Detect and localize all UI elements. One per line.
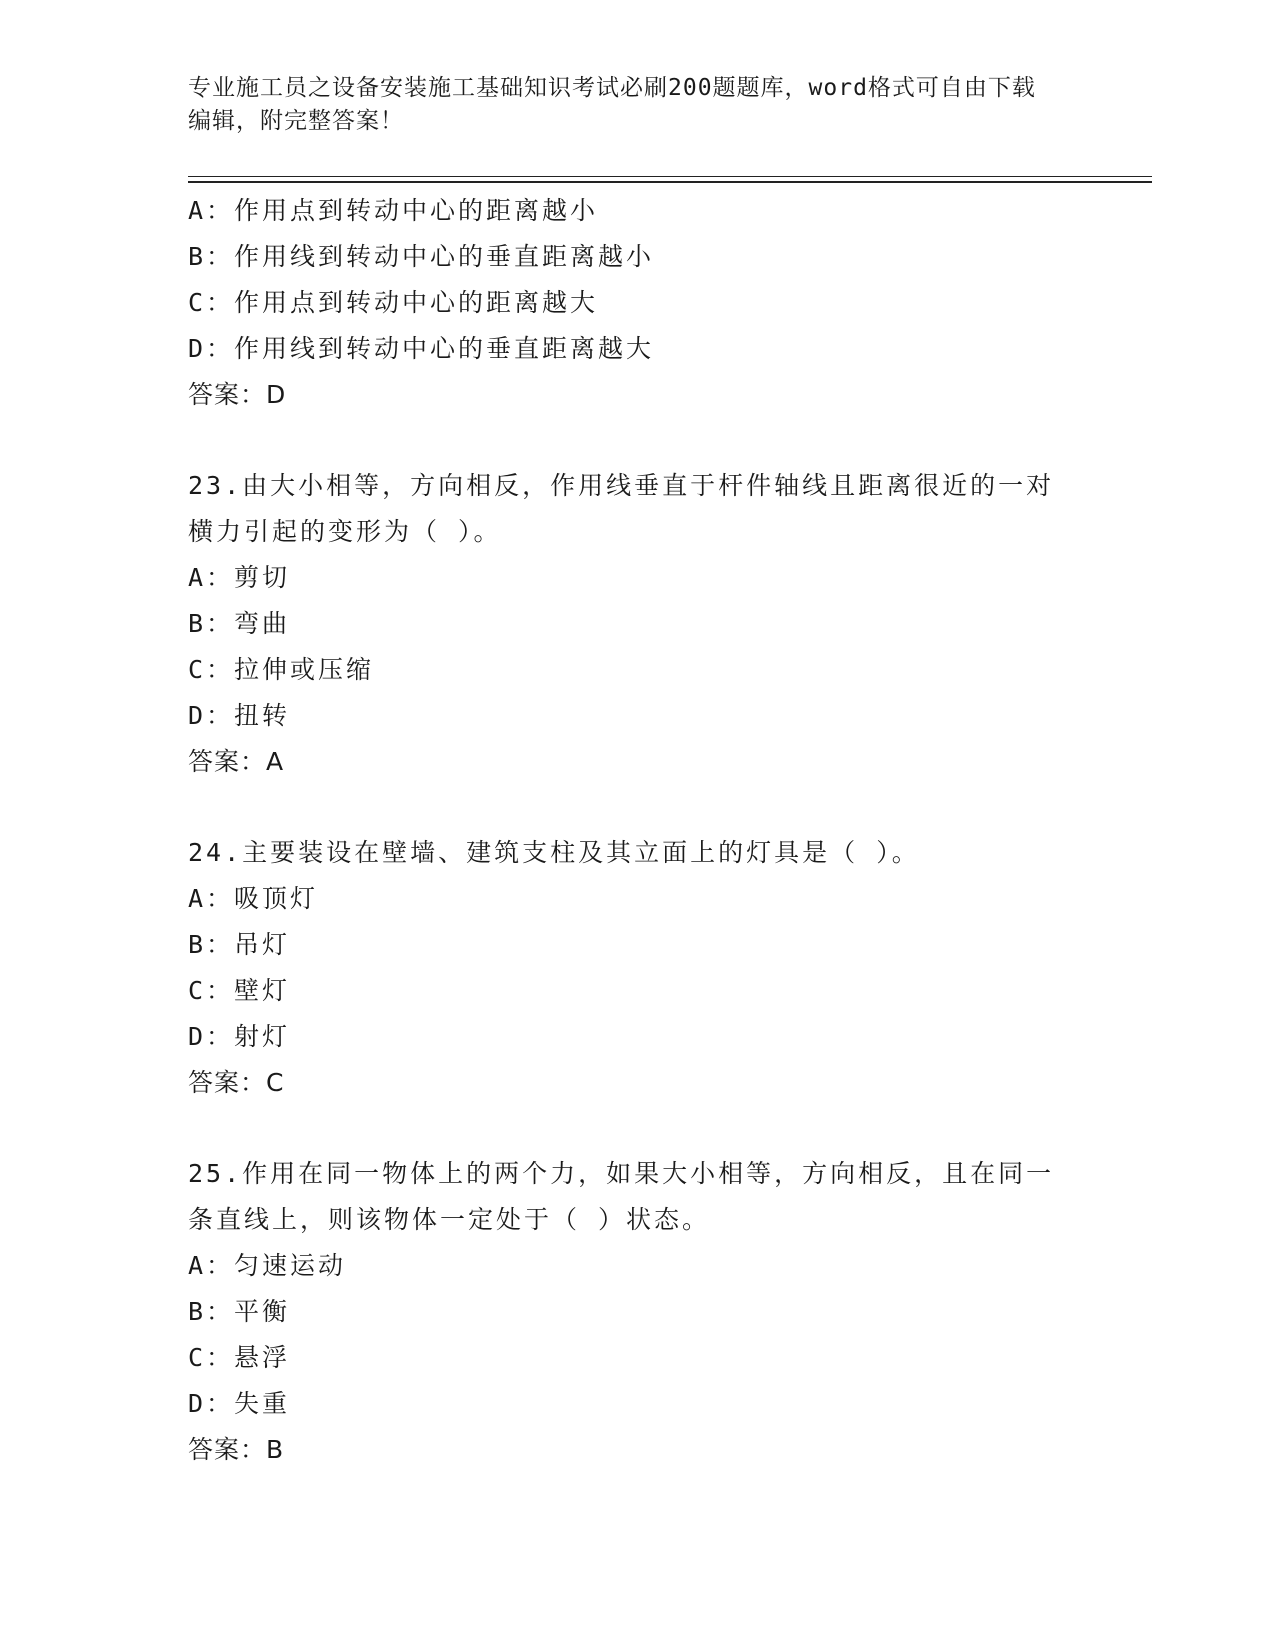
- answer-line: 答案：C: [188, 1068, 285, 1097]
- question-24: [188, 830, 1088, 1106]
- question-25: [188, 1151, 1088, 1473]
- answer-line: 答案：D: [188, 380, 287, 409]
- question-stem-line-1: 24.主要装设在壁墙、建筑支柱及其立面上的灯具是（ ）。: [188, 838, 920, 867]
- option-d: D：作用线到转动中心的垂直距离越大: [188, 334, 655, 363]
- document-header: [188, 72, 1088, 138]
- question-list: [188, 188, 1088, 1473]
- question-23: [188, 463, 1088, 785]
- question-stem-line-2: 条直线上，则该物体一定处于（ ）状态。: [188, 1205, 711, 1234]
- option-d: D：失重: [188, 1389, 291, 1418]
- option-b: B：弯曲: [188, 609, 291, 638]
- spacer: [188, 1106, 1088, 1151]
- answer-line: 答案：A: [188, 747, 285, 776]
- option-b: B：作用线到转动中心的垂直距离越小: [188, 242, 655, 271]
- option-d: D：射灯: [188, 1022, 291, 1051]
- option-b: B：平衡: [188, 1297, 291, 1326]
- question-stem-line-1: 25.作用在同一物体上的两个力，如果大小相等，方向相反，且在同一: [188, 1159, 1055, 1188]
- option-a: A：匀速运动: [188, 1251, 347, 1280]
- option-a: A：剪切: [188, 563, 291, 592]
- option-c: C：悬浮: [188, 1343, 291, 1372]
- header-divider-thin: [188, 176, 1152, 177]
- option-c: C：拉伸或压缩: [188, 655, 375, 684]
- spacer: [188, 418, 1088, 463]
- question-stem-line-1: 23.由大小相等，方向相反，作用线垂直于杆件轴线且距离很近的一对: [188, 471, 1055, 500]
- option-a: A：吸顶灯: [188, 884, 319, 913]
- option-a: A：作用点到转动中心的距离越小: [188, 196, 599, 225]
- option-c: C：壁灯: [188, 976, 291, 1005]
- option-d: D：扭转: [188, 701, 291, 730]
- header-title-line-2: 编辑，附完整答案！: [188, 108, 404, 134]
- answer-line: 答案：B: [188, 1435, 285, 1464]
- option-c: C：作用点到转动中心的距离越大: [188, 288, 599, 317]
- question-stem-line-2: 横力引起的变形为（ ）。: [188, 517, 502, 546]
- header-title-line-1: 专业施工员之设备安装施工基础知识考试必刷200题题库，word格式可自由下载: [188, 75, 1036, 101]
- header-divider-thick: [188, 181, 1152, 183]
- question-22: [188, 188, 1088, 418]
- option-b: B：吊灯: [188, 930, 291, 959]
- spacer: [188, 785, 1088, 830]
